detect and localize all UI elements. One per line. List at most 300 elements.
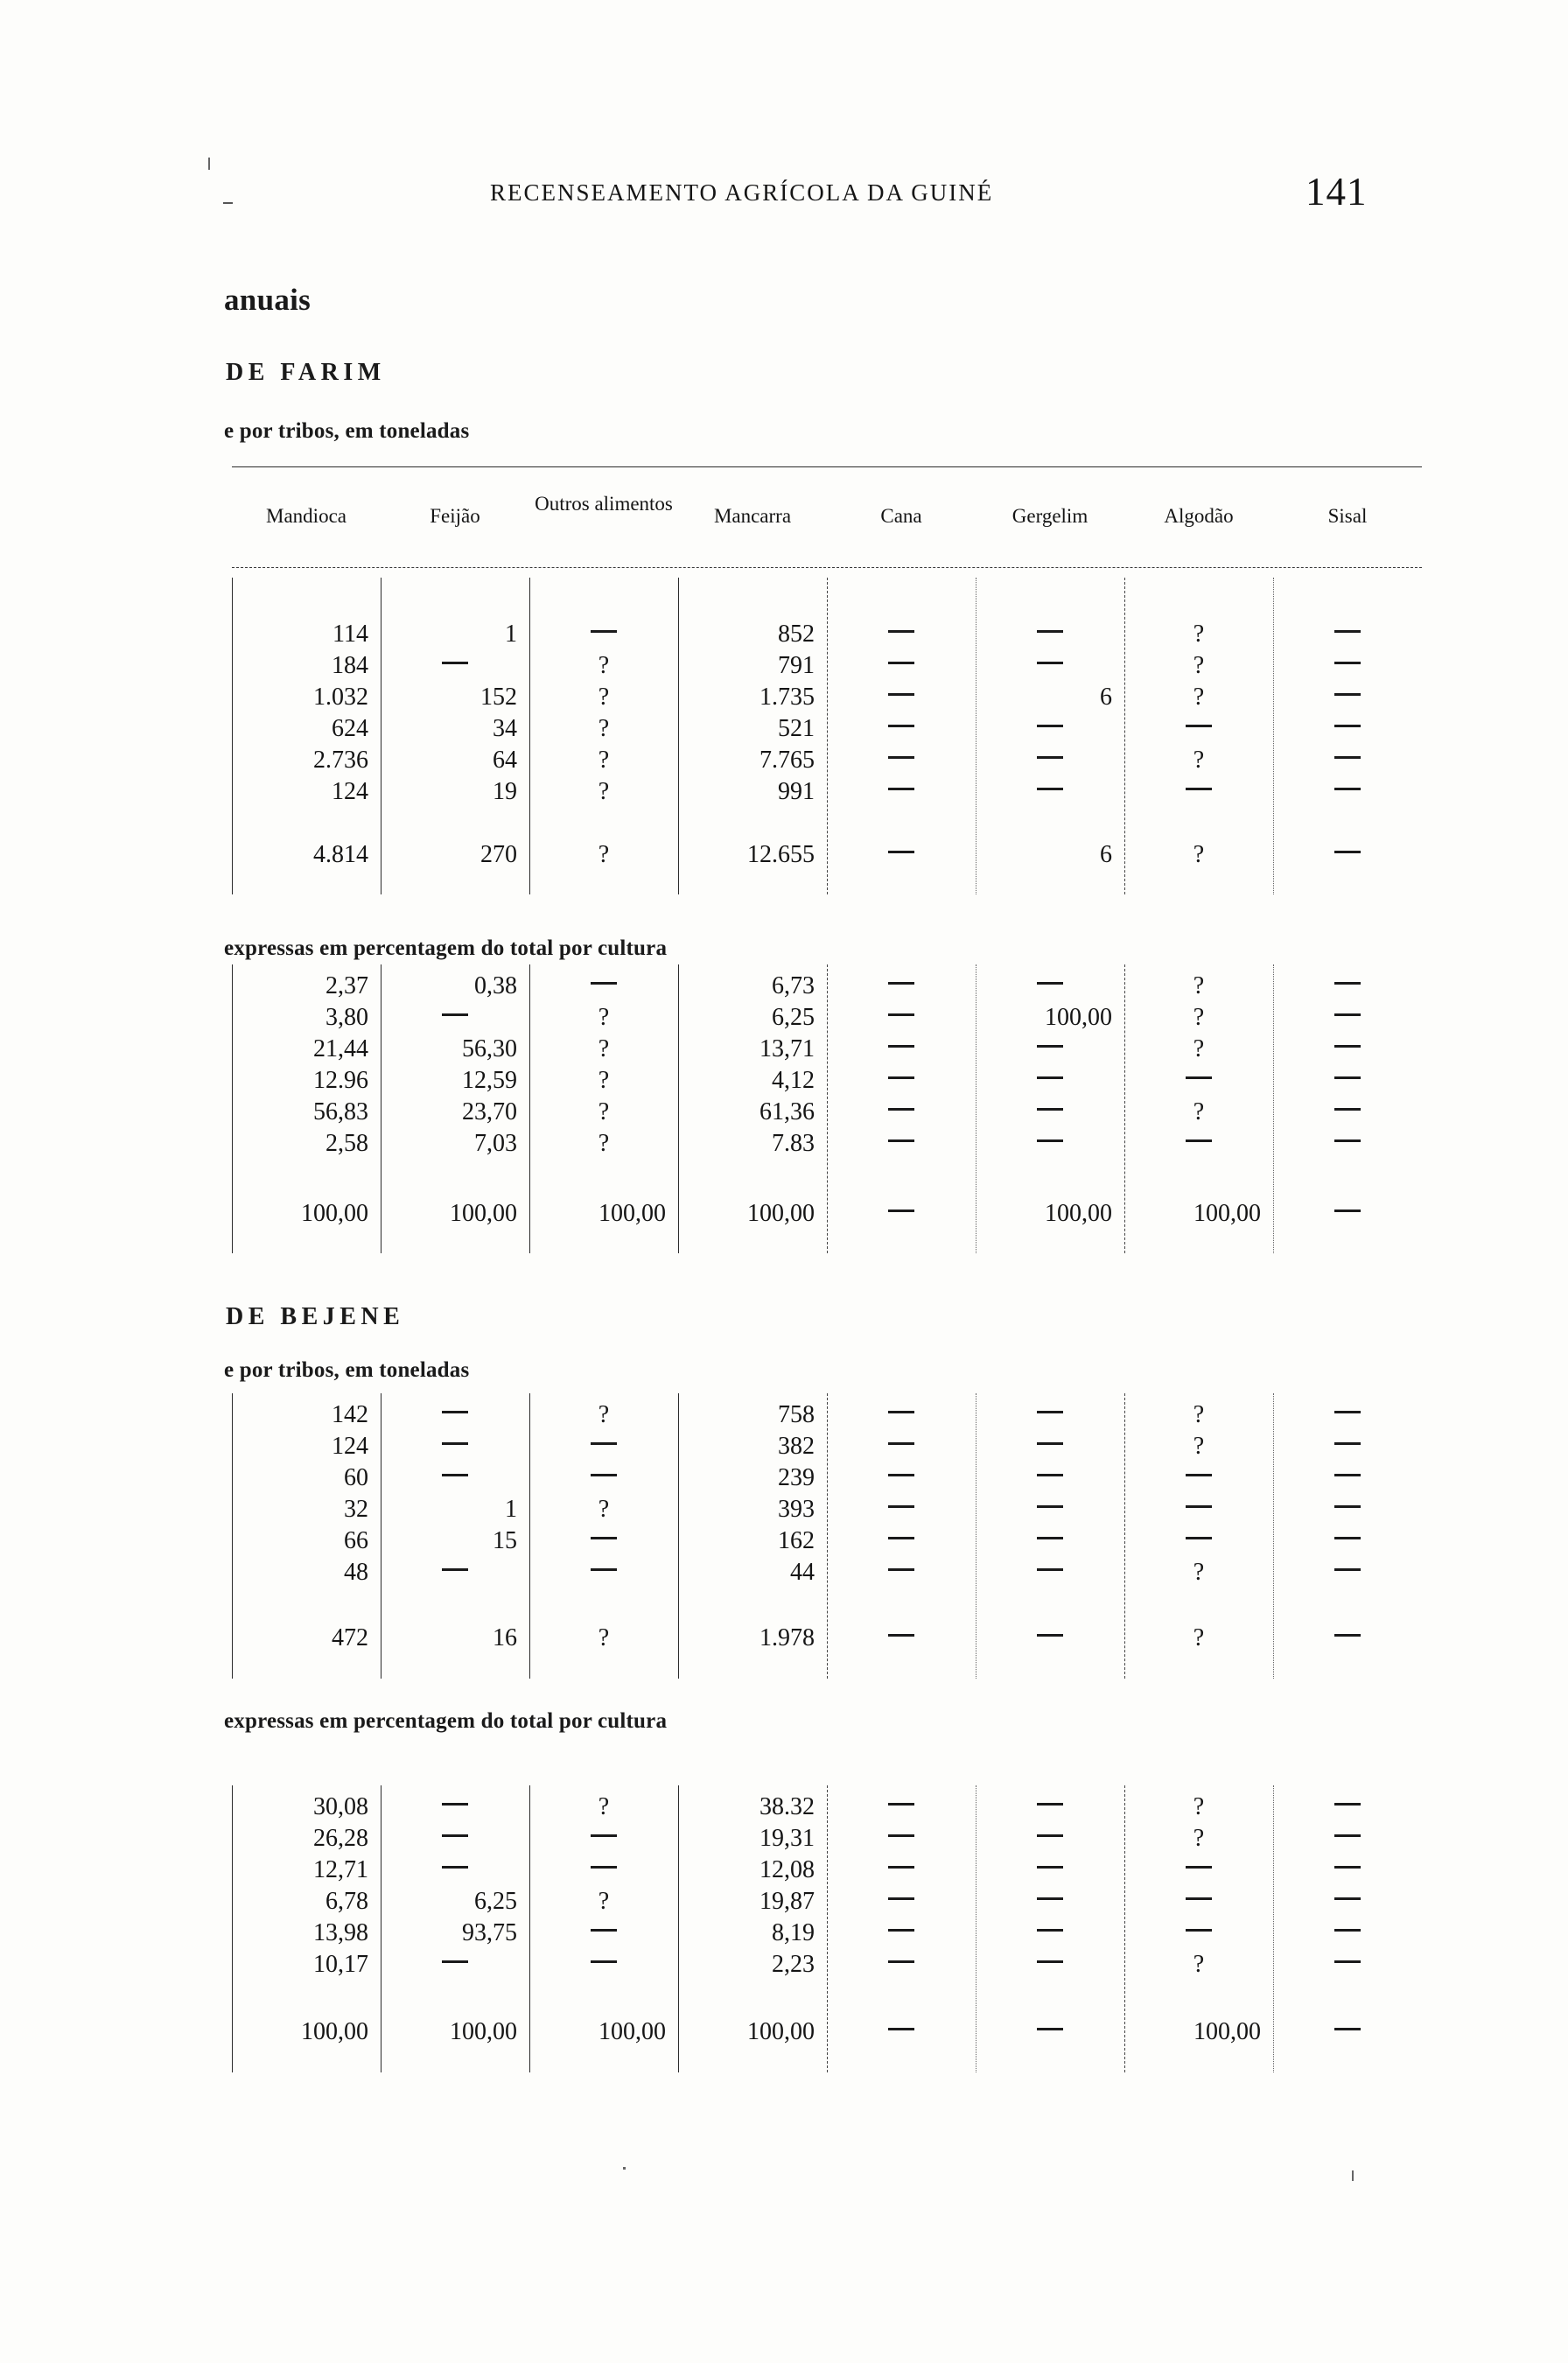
table-cell bbox=[827, 1887, 976, 1916]
table-cell bbox=[827, 1400, 976, 1429]
em-dash-icon bbox=[591, 1568, 617, 1571]
table-cell: 12,08 bbox=[760, 1856, 815, 1883]
table-cell bbox=[1273, 1066, 1422, 1095]
table-cell bbox=[381, 1558, 529, 1587]
table-cell: 19,87 bbox=[760, 1888, 815, 1915]
table-cell: 12,59 bbox=[462, 1067, 517, 1094]
table-cell bbox=[827, 1097, 976, 1126]
em-dash-icon bbox=[1334, 1474, 1361, 1476]
table-cell: 56,83 bbox=[313, 1098, 368, 1125]
table-cell: ? bbox=[598, 684, 610, 711]
table-cell bbox=[1273, 777, 1422, 806]
em-dash-icon bbox=[1334, 756, 1361, 759]
table-row|3 bbox=[232, 714, 1422, 743]
table-cell: 26,28 bbox=[313, 1825, 368, 1852]
em-dash-icon bbox=[1186, 1866, 1212, 1869]
section-heading-farim: DE FARIM bbox=[226, 359, 386, 386]
em-dash-icon bbox=[1037, 756, 1063, 759]
em-dash-icon bbox=[1037, 1442, 1063, 1445]
em-dash-icon bbox=[1037, 1108, 1063, 1111]
table-cell bbox=[976, 1623, 1124, 1652]
em-dash-icon bbox=[888, 1537, 914, 1539]
table-cell bbox=[976, 1918, 1124, 1947]
em-dash-icon bbox=[591, 1537, 617, 1539]
page-artefact-mark bbox=[1352, 2170, 1354, 2181]
em-dash-icon bbox=[888, 1803, 914, 1806]
table-cell bbox=[1273, 746, 1422, 775]
table-cell bbox=[1273, 1558, 1422, 1587]
em-dash-icon bbox=[888, 1139, 914, 1142]
table-cell bbox=[381, 1950, 529, 1979]
table-cell bbox=[827, 1855, 976, 1884]
table-cell bbox=[976, 1887, 1124, 1916]
table-cell bbox=[976, 651, 1124, 680]
table-row|3 bbox=[232, 1066, 1422, 1095]
table-cell bbox=[1124, 1855, 1273, 1884]
column-header-cana: Cana bbox=[880, 505, 922, 527]
table-cell bbox=[1273, 1199, 1422, 1228]
table-cell bbox=[381, 1400, 529, 1429]
em-dash-icon bbox=[888, 1960, 914, 1963]
em-dash-icon bbox=[1186, 1897, 1212, 1900]
em-dash-icon bbox=[1037, 1834, 1063, 1837]
em-dash-icon bbox=[591, 1474, 617, 1476]
table-cell: 21,44 bbox=[313, 1035, 368, 1062]
table-cell: 624 bbox=[332, 715, 368, 742]
em-dash-icon bbox=[1037, 1139, 1063, 1142]
em-dash-icon bbox=[442, 1474, 468, 1476]
em-dash-icon bbox=[888, 662, 914, 664]
table-cell: 100,00 bbox=[598, 1200, 666, 1227]
table-cell: 32 bbox=[344, 1496, 368, 1523]
column-header-mancarra: Mancarra bbox=[713, 505, 792, 527]
table-cell bbox=[1273, 1003, 1422, 1032]
em-dash-icon bbox=[1186, 1474, 1212, 1476]
em-dash-icon bbox=[442, 1442, 468, 1445]
table-cell bbox=[827, 714, 976, 743]
table-row|2 bbox=[232, 683, 1422, 712]
table-cell: 152 bbox=[480, 684, 517, 711]
table-row|2 bbox=[232, 1855, 1422, 1884]
table-cell: 93,75 bbox=[462, 1919, 517, 1946]
subheading-tribos-toneladas-bejene: e por tribos, em toneladas bbox=[224, 1358, 470, 1382]
table-cell: 7,03 bbox=[474, 1130, 517, 1157]
table-cell: 1.032 bbox=[313, 684, 368, 711]
table-cell bbox=[976, 2017, 1124, 2046]
em-dash-icon bbox=[442, 1834, 468, 1837]
table-cell bbox=[827, 777, 976, 806]
table-cell bbox=[1273, 971, 1422, 1000]
table-cell: 15 bbox=[493, 1527, 517, 1554]
table-cell: 2,58 bbox=[326, 1130, 368, 1157]
em-dash-icon bbox=[1037, 1634, 1063, 1637]
table-cell bbox=[1124, 714, 1273, 743]
em-dash-icon bbox=[442, 1960, 468, 1963]
table-cell bbox=[827, 840, 976, 869]
table-cell bbox=[976, 620, 1124, 649]
column-header-feij-o: Feijão bbox=[430, 505, 480, 527]
table-cell: 100,00 bbox=[450, 2018, 517, 2045]
subheading-tribos-toneladas-farim: e por tribos, em toneladas bbox=[224, 419, 470, 443]
em-dash-icon bbox=[888, 1442, 914, 1445]
em-dash-icon bbox=[1037, 1960, 1063, 1963]
table-cell: 100,00 bbox=[1194, 1200, 1261, 1227]
table-cell: ? bbox=[598, 1130, 610, 1157]
subheading-percentagem-farim: expressas em percentagem do total por cultura bbox=[224, 936, 668, 960]
table-cell: ? bbox=[598, 652, 610, 679]
em-dash-icon bbox=[888, 1929, 914, 1932]
table-cell: 13,98 bbox=[313, 1919, 368, 1946]
table-cell bbox=[976, 971, 1124, 1000]
table-cell: 6,25 bbox=[772, 1004, 815, 1031]
table-cell: ? bbox=[1193, 1624, 1205, 1651]
table-cell bbox=[827, 1129, 976, 1158]
table-cell: 34 bbox=[493, 715, 517, 742]
em-dash-icon bbox=[1186, 1139, 1212, 1142]
table-cell: 124 bbox=[332, 1433, 368, 1460]
table-cell: ? bbox=[1193, 841, 1205, 868]
em-dash-icon bbox=[1334, 1929, 1361, 1932]
em-dash-icon bbox=[1334, 1960, 1361, 1963]
table-cell bbox=[1273, 1129, 1422, 1158]
table-cell bbox=[976, 1950, 1124, 1979]
table-cell: 521 bbox=[778, 715, 815, 742]
table-cell: 12.96 bbox=[313, 1067, 368, 1094]
table-cell bbox=[827, 1495, 976, 1524]
em-dash-icon bbox=[1037, 1411, 1063, 1413]
table-cell: 114 bbox=[332, 621, 368, 648]
em-dash-icon bbox=[1334, 1537, 1361, 1539]
table-cell: 13,71 bbox=[760, 1035, 815, 1062]
em-dash-icon bbox=[591, 982, 617, 985]
table-cell: 100,00 bbox=[1194, 2018, 1261, 2045]
em-dash-icon bbox=[1186, 1537, 1212, 1539]
table-cell bbox=[1273, 840, 1422, 869]
table-row|5 bbox=[232, 777, 1422, 806]
em-dash-icon bbox=[591, 1442, 617, 1445]
em-dash-icon bbox=[1334, 693, 1361, 696]
table-cell: ? bbox=[1193, 652, 1205, 679]
table-cell: 4.814 bbox=[313, 841, 368, 868]
table-cell: ? bbox=[598, 1004, 610, 1031]
table-cell bbox=[976, 714, 1124, 743]
table-cell bbox=[1273, 620, 1422, 649]
em-dash-icon bbox=[1334, 1045, 1361, 1048]
table-cell bbox=[1273, 651, 1422, 680]
table-cell: 66 bbox=[344, 1527, 368, 1554]
table-cell bbox=[827, 683, 976, 712]
table-cell: ? bbox=[1193, 621, 1205, 648]
table-cell bbox=[976, 1432, 1124, 1461]
em-dash-icon bbox=[442, 1568, 468, 1571]
table-cell bbox=[827, 1558, 976, 1587]
table-cell bbox=[1273, 1495, 1422, 1524]
table-cell bbox=[827, 620, 976, 649]
em-dash-icon bbox=[888, 1045, 914, 1048]
em-dash-icon bbox=[888, 1474, 914, 1476]
em-dash-icon bbox=[442, 1803, 468, 1806]
table-cell: ? bbox=[598, 1888, 610, 1915]
em-dash-icon bbox=[1334, 1411, 1361, 1413]
table-cell bbox=[1124, 1526, 1273, 1555]
table-cell: 19 bbox=[493, 778, 517, 805]
table-cell: ? bbox=[1193, 1098, 1205, 1125]
table-cell: 393 bbox=[778, 1496, 815, 1523]
table-cell bbox=[381, 1463, 529, 1492]
table-cell: 270 bbox=[480, 841, 517, 868]
table-cell bbox=[976, 1855, 1124, 1884]
table-row|0 bbox=[232, 1792, 1422, 1821]
em-dash-icon bbox=[1334, 1013, 1361, 1016]
table-cell: 184 bbox=[332, 652, 368, 679]
em-dash-icon bbox=[1037, 1537, 1063, 1539]
table-cell bbox=[1124, 1129, 1273, 1158]
table-cell: ? bbox=[598, 1098, 610, 1125]
table-cell bbox=[1273, 1623, 1422, 1652]
table-cell: 2,37 bbox=[326, 972, 368, 999]
page-artefact-mark bbox=[623, 2167, 626, 2170]
table-cell: ? bbox=[598, 1035, 610, 1062]
table-cell: 8,19 bbox=[772, 1919, 815, 1946]
table-cell: 6,78 bbox=[326, 1888, 368, 1915]
em-dash-icon bbox=[1037, 1045, 1063, 1048]
table-cell: 991 bbox=[778, 778, 815, 805]
table-row|3 bbox=[232, 1887, 1422, 1916]
em-dash-icon bbox=[888, 1076, 914, 1079]
table-cell bbox=[1124, 1463, 1273, 1492]
table-cell bbox=[827, 1526, 976, 1555]
table-cell: 100,00 bbox=[301, 1200, 368, 1227]
table-row|4 bbox=[232, 1918, 1422, 1947]
table-cell: ? bbox=[1193, 684, 1205, 711]
em-dash-icon bbox=[442, 1411, 468, 1413]
em-dash-icon bbox=[1037, 982, 1063, 985]
table-cell: 61,36 bbox=[760, 1098, 815, 1125]
table-cell: 100,00 bbox=[747, 2018, 815, 2045]
table-cell: 2.736 bbox=[313, 747, 368, 774]
table-cell bbox=[1124, 777, 1273, 806]
em-dash-icon bbox=[591, 1866, 617, 1869]
table-cell bbox=[1273, 1400, 1422, 1429]
table-cell bbox=[529, 1950, 678, 1979]
table-cell bbox=[827, 1463, 976, 1492]
table-cell bbox=[1124, 1918, 1273, 1947]
em-dash-icon bbox=[1334, 982, 1361, 985]
table-cell: 1.735 bbox=[760, 684, 815, 711]
em-dash-icon bbox=[888, 693, 914, 696]
table-cell: 100,00 bbox=[598, 2018, 666, 2045]
em-dash-icon bbox=[1186, 1505, 1212, 1508]
table-row|1 bbox=[232, 1003, 1422, 1032]
em-dash-icon bbox=[888, 788, 914, 790]
table-cell bbox=[976, 1558, 1124, 1587]
table-total-row bbox=[232, 840, 1422, 869]
em-dash-icon bbox=[888, 1634, 914, 1637]
em-dash-icon bbox=[442, 662, 468, 664]
em-dash-icon bbox=[888, 756, 914, 759]
column-header-sisal: Sisal bbox=[1327, 505, 1368, 527]
em-dash-icon bbox=[888, 1013, 914, 1016]
table-row|0 bbox=[232, 620, 1422, 649]
em-dash-icon bbox=[1334, 788, 1361, 790]
table-cell: ? bbox=[1193, 1793, 1205, 1820]
table-cell: 382 bbox=[778, 1433, 815, 1460]
table-cell: ? bbox=[598, 1401, 610, 1428]
table-total-row bbox=[232, 1623, 1422, 1652]
table-row|3 bbox=[232, 1495, 1422, 1524]
table-cell bbox=[827, 1824, 976, 1853]
table-cell bbox=[381, 1432, 529, 1461]
table-cell bbox=[529, 620, 678, 649]
em-dash-icon bbox=[1334, 1108, 1361, 1111]
table-cell: 1 bbox=[505, 621, 517, 648]
em-dash-icon bbox=[1186, 1929, 1212, 1932]
em-dash-icon bbox=[1334, 1803, 1361, 1806]
table-total-row bbox=[232, 1199, 1422, 1228]
table-cell: 44 bbox=[790, 1559, 815, 1586]
table-cell: ? bbox=[598, 1793, 610, 1820]
table-row|5 bbox=[232, 1129, 1422, 1158]
table-cell: 100,00 bbox=[450, 1200, 517, 1227]
table-rule bbox=[232, 567, 1422, 568]
em-dash-icon bbox=[1334, 1442, 1361, 1445]
table-rule bbox=[232, 466, 1422, 467]
em-dash-icon bbox=[1186, 1076, 1212, 1079]
em-dash-icon bbox=[1037, 662, 1063, 664]
table-total-row bbox=[232, 2017, 1422, 2046]
em-dash-icon bbox=[591, 1960, 617, 1963]
em-dash-icon bbox=[1037, 1568, 1063, 1571]
em-dash-icon bbox=[1186, 788, 1212, 790]
table-row|2 bbox=[232, 1034, 1422, 1063]
table-cell bbox=[976, 1129, 1124, 1158]
table-row|0 bbox=[232, 1400, 1422, 1429]
table-cell: 791 bbox=[778, 652, 815, 679]
em-dash-icon bbox=[1334, 851, 1361, 853]
table-cell: ? bbox=[1193, 1951, 1205, 1978]
em-dash-icon bbox=[1334, 1076, 1361, 1079]
em-dash-icon bbox=[591, 1834, 617, 1837]
em-dash-icon bbox=[888, 1210, 914, 1212]
table-cell: 30,08 bbox=[313, 1793, 368, 1820]
em-dash-icon bbox=[888, 851, 914, 853]
column-header-mandioca: Mandioca bbox=[266, 505, 346, 527]
table-cell bbox=[827, 1950, 976, 1979]
table-cell: 12,71 bbox=[313, 1856, 368, 1883]
table-cell bbox=[1273, 1034, 1422, 1063]
table-cell: 7.83 bbox=[772, 1130, 815, 1157]
table-cell: 0,38 bbox=[474, 972, 517, 999]
table-cell: 758 bbox=[778, 1401, 815, 1428]
table-cell bbox=[529, 1918, 678, 1947]
table-cell bbox=[827, 651, 976, 680]
table-cell bbox=[1124, 1887, 1273, 1916]
table-cell: 6 bbox=[1100, 684, 1112, 711]
table-row|4 bbox=[232, 1097, 1422, 1126]
table-cell bbox=[976, 1066, 1124, 1095]
table-cell bbox=[381, 651, 529, 680]
table-cell: 2,23 bbox=[772, 1951, 815, 1978]
page-number: 141 bbox=[1306, 170, 1368, 214]
table-row|0 bbox=[232, 971, 1422, 1000]
table-cell: 100,00 bbox=[1045, 1004, 1112, 1031]
table-cell bbox=[529, 1526, 678, 1555]
em-dash-icon bbox=[888, 630, 914, 633]
table-cell bbox=[529, 971, 678, 1000]
table-cell: 124 bbox=[332, 778, 368, 805]
table-cell bbox=[381, 1824, 529, 1853]
em-dash-icon bbox=[888, 1834, 914, 1837]
em-dash-icon bbox=[1334, 662, 1361, 664]
section-heading-bejene: DE BEJENE bbox=[226, 1303, 405, 1330]
em-dash-icon bbox=[1037, 1866, 1063, 1869]
table-cell: ? bbox=[1193, 1035, 1205, 1062]
table-cell: 48 bbox=[344, 1559, 368, 1586]
table-cell: 100,00 bbox=[1045, 1200, 1112, 1227]
em-dash-icon bbox=[888, 725, 914, 727]
column-header-gergelim: Gergelim bbox=[1012, 505, 1088, 527]
table-cell: ? bbox=[1193, 972, 1205, 999]
table-cell bbox=[976, 1824, 1124, 1853]
table-cell bbox=[1273, 1097, 1422, 1126]
em-dash-icon bbox=[888, 982, 914, 985]
em-dash-icon bbox=[1037, 1929, 1063, 1932]
column-header-outros-alimentos: Outros alimentos bbox=[535, 493, 673, 515]
em-dash-icon bbox=[1334, 1568, 1361, 1571]
table-cell bbox=[529, 1824, 678, 1853]
em-dash-icon bbox=[1334, 1139, 1361, 1142]
table-cell: 64 bbox=[493, 747, 517, 774]
table-cell bbox=[1273, 1824, 1422, 1853]
table-cell: ? bbox=[1193, 1401, 1205, 1428]
em-dash-icon bbox=[1334, 1505, 1361, 1508]
table-cell bbox=[827, 971, 976, 1000]
table-cell bbox=[976, 1526, 1124, 1555]
table-cell bbox=[976, 1792, 1124, 1821]
table-cell bbox=[827, 1623, 976, 1652]
em-dash-icon bbox=[1334, 1834, 1361, 1837]
table-cell bbox=[1273, 1432, 1422, 1461]
em-dash-icon bbox=[442, 1013, 468, 1016]
table-cell: ? bbox=[598, 1496, 610, 1523]
table-cell: 6 bbox=[1100, 841, 1112, 868]
em-dash-icon bbox=[888, 2028, 914, 2030]
table-cell: 19,31 bbox=[760, 1825, 815, 1852]
table-cell bbox=[976, 777, 1124, 806]
em-dash-icon bbox=[1334, 725, 1361, 727]
table-cell: 162 bbox=[778, 1527, 815, 1554]
table-cell bbox=[529, 1558, 678, 1587]
table-row|4 bbox=[232, 746, 1422, 775]
table-cell bbox=[827, 1003, 976, 1032]
em-dash-icon bbox=[1037, 1474, 1063, 1476]
running-head-title: RECENSEAMENTO AGRÍCOLA DA GUINÉ bbox=[490, 179, 994, 206]
table-cell: 472 bbox=[332, 1624, 368, 1651]
em-dash-icon bbox=[1334, 1210, 1361, 1212]
em-dash-icon bbox=[1334, 1634, 1361, 1637]
table-cell bbox=[529, 1855, 678, 1884]
em-dash-icon bbox=[442, 1866, 468, 1869]
em-dash-icon bbox=[888, 1568, 914, 1571]
table-cell bbox=[1124, 1066, 1273, 1095]
table-cell: 6,73 bbox=[772, 972, 815, 999]
table-cell: ? bbox=[1193, 1433, 1205, 1460]
table-cell: 60 bbox=[344, 1464, 368, 1491]
table-cell: 10,17 bbox=[313, 1951, 368, 1978]
table-cell bbox=[1273, 683, 1422, 712]
table-row|5 bbox=[232, 1558, 1422, 1587]
table-cell: ? bbox=[598, 747, 610, 774]
